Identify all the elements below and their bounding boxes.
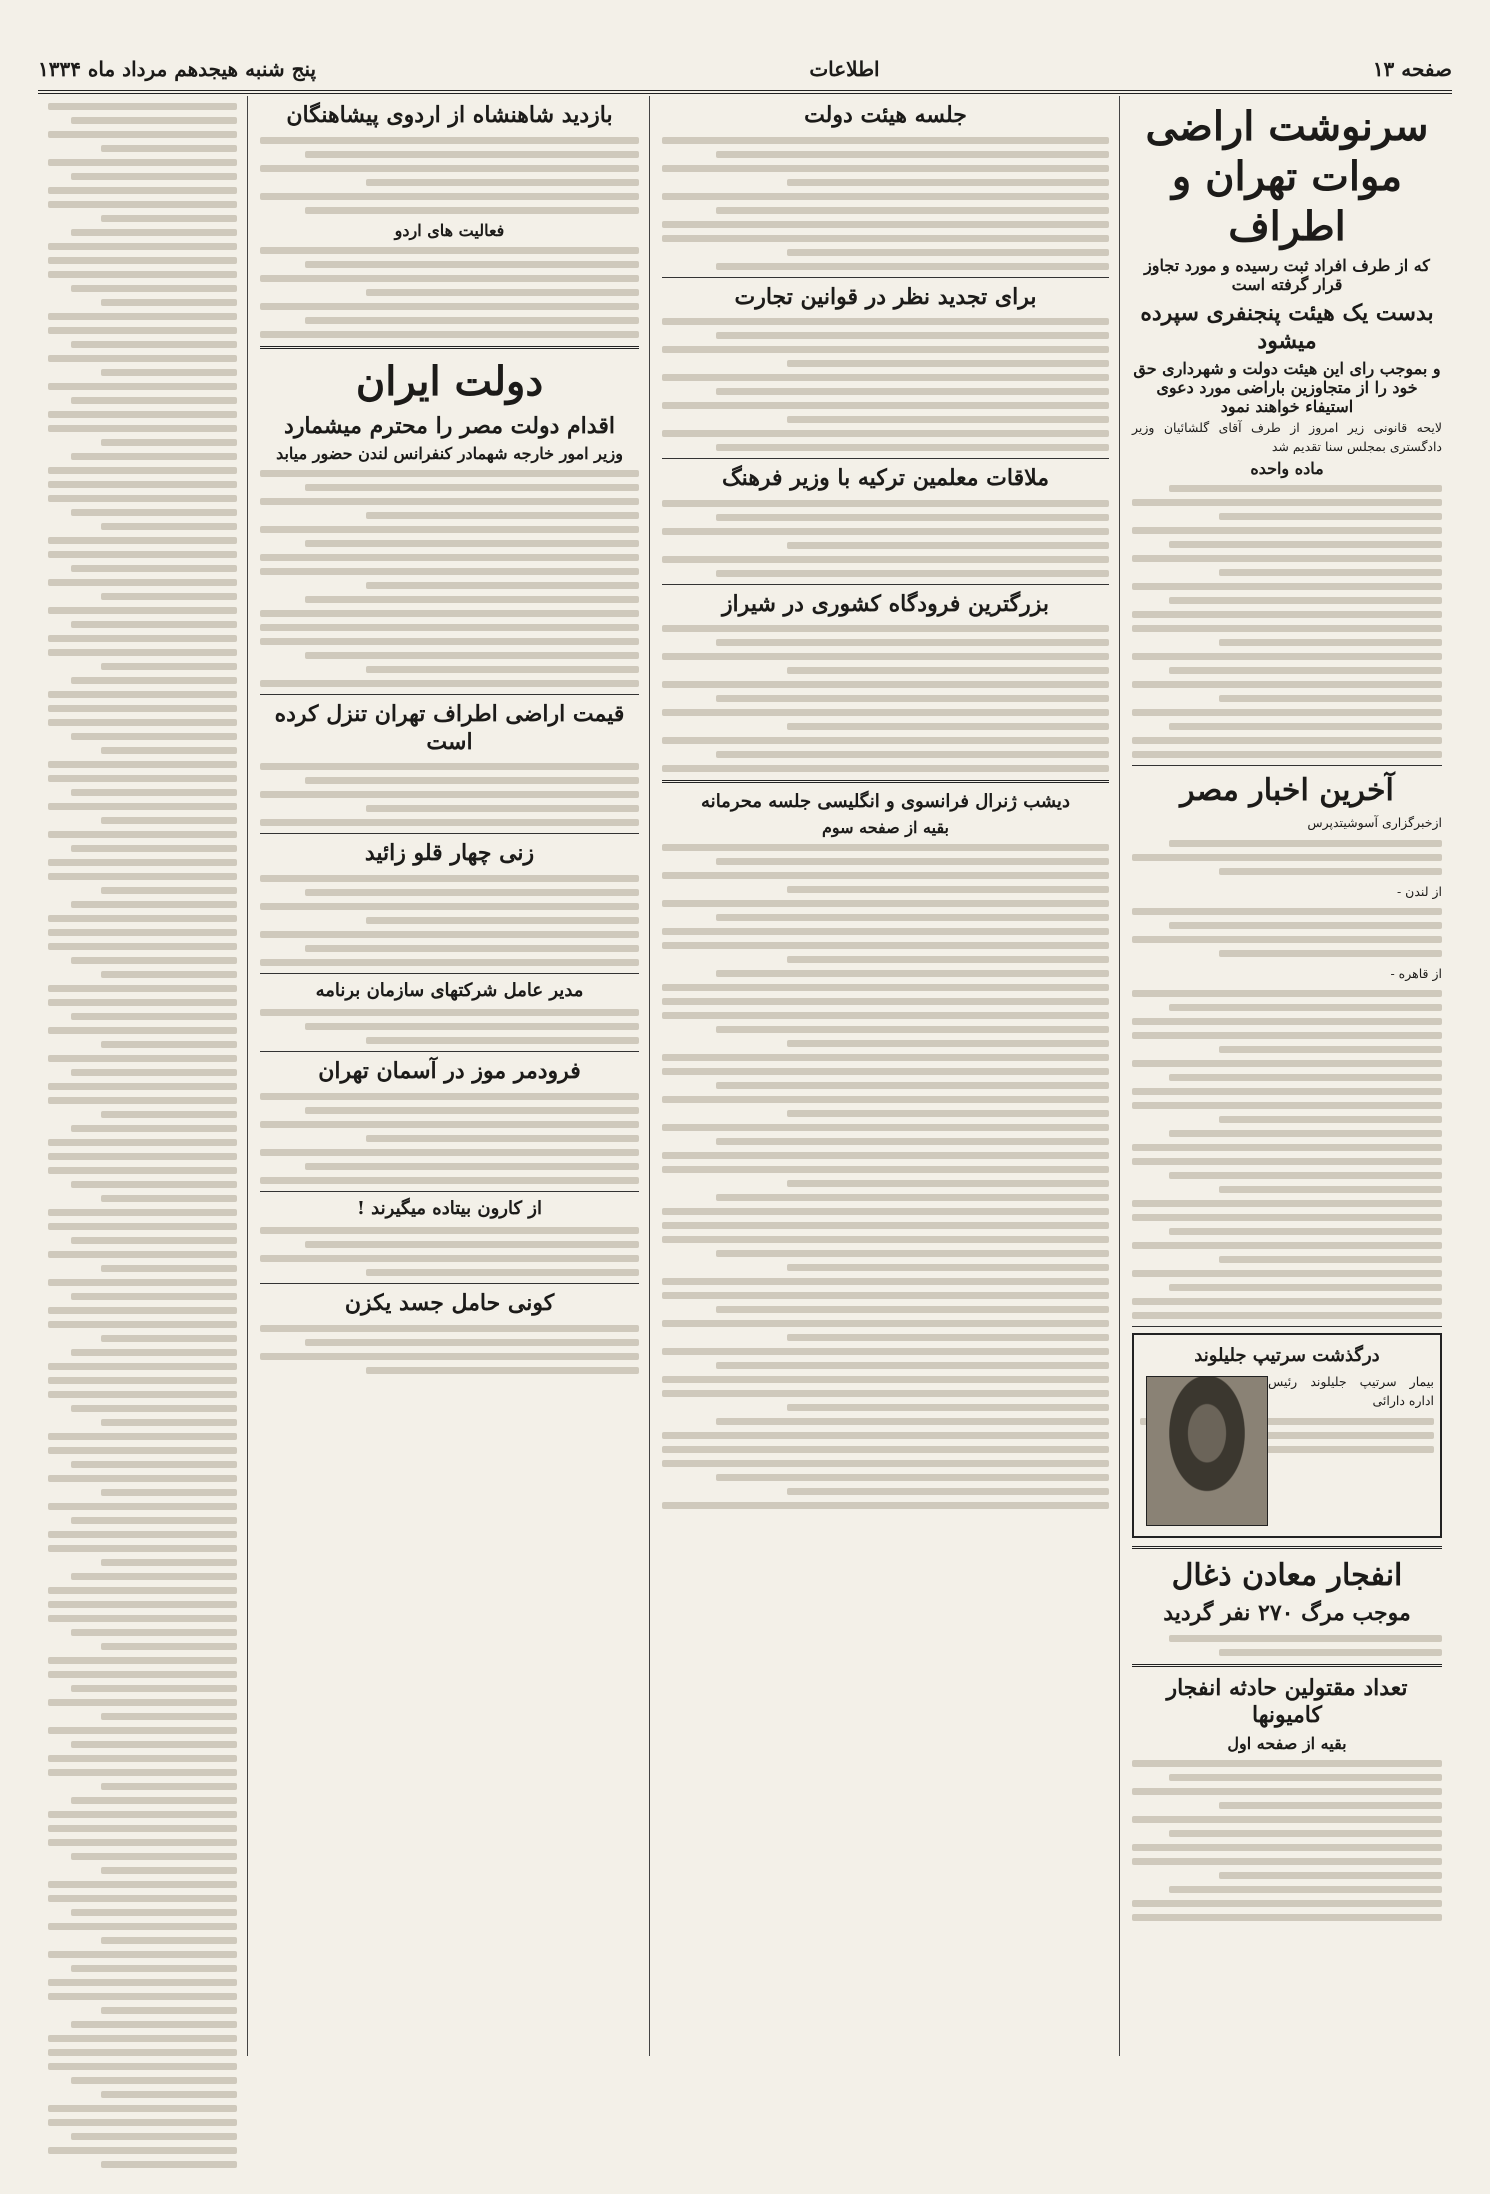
headline-iran-govt: دولت ایران [355, 357, 544, 405]
egypt-cairo: از قاهره - [1390, 966, 1442, 981]
headline-egypt: آخرین اخبار مصر [1180, 772, 1394, 808]
column-3 [250, 96, 650, 2056]
headline-turkey-teachers: ملاقات معلمین ترکیه با وزیر فرهنگ [721, 465, 1049, 491]
column-4 [38, 96, 248, 2192]
masthead [38, 48, 1452, 94]
page-number: صفحه ۱۳ [1372, 57, 1452, 81]
headline-trucks: تعداد مقتولین حادثه انفجار کامیونها [1166, 1674, 1408, 1729]
headline-mavat: سرنوشت اراضی موات تهران و اطراف [1145, 103, 1429, 250]
column-1 [1122, 96, 1452, 2056]
subhead-mavat-3: و بموجب رای این هیئت دولت و شهرداری حق خود را از متجاوزین باراضی مورد دعوی استیفاء خواهند نمود [1133, 359, 1441, 416]
headline-tehran-sky: فرودمر موز در آسمان تهران [318, 1058, 581, 1084]
trucks-continued: بقیه از صفحه اول [1227, 1733, 1347, 1753]
issue-date: پنج شنبه هیجدهم مرداد ماه ۱۳۳۴ [38, 57, 317, 81]
portrait-photo [1146, 1376, 1268, 1526]
headline-quadruplets: زنی چهار قلو زائید [364, 840, 535, 866]
newspaper-name: اطلاعات [809, 57, 880, 81]
jalilvand-text: بیمار سرتیپ جلیلوند رئیس اداره دارائی [1268, 1373, 1434, 1409]
egypt-london: از لندن - [1396, 883, 1442, 899]
headline-generals: دیشب ژنرال فرانسوی و انگلیسی جلسه محرمانه [701, 791, 1070, 812]
subhead-mavat-2: بدست یک هیئت پنجنفری سپرده میشود [1140, 300, 1434, 354]
subhead-iran-govt-2: وزیر امور خارجه شهمادر کنفرانس لندن حضور میابد [276, 444, 623, 463]
scouts-activities: فعالیت های اردو [394, 220, 505, 240]
headline-cabinet: جلسه هیئت دولت [804, 102, 967, 128]
generals-continued: بقیه از صفحه سوم [822, 817, 949, 837]
headline-karun: از کارون بیتاده میگیرند ! [357, 1197, 542, 1219]
headline-coal: انفجار معادن ذغال [1171, 1557, 1403, 1593]
headline-sack: کونی حامل جسد یکزن [344, 1290, 555, 1316]
headline-shiraz-airport: بزرگترین فرودگاه کشوری در شیراز [721, 590, 1050, 617]
subhead-coal: موجب مرگ ۲۷۰ نفر گردید [1163, 1600, 1411, 1627]
column-2 [652, 96, 1120, 2056]
headline-scouts: بازدید شاهنشاه از اردوی پیشاهنگان [286, 102, 613, 128]
subhead-iran-govt-1: اقدام دولت مصر را محترم میشمارد [284, 412, 615, 439]
mavat-madde: ماده واحده [1250, 458, 1324, 478]
obituary-box [1132, 1333, 1442, 1538]
headline-jalilvand: درگذشت سرتیپ جلیلوند [1194, 1345, 1380, 1367]
egypt-source: ازخبرگزاری آسوشیتدپرس [1307, 815, 1442, 831]
col4-note: متن ستون [183, 2177, 237, 2192]
headline-land-prices: قیمت اراضی اطراف تهران تنزل کرده است [274, 701, 625, 755]
subhead-mavat-1: که از طرف افراد ثبت رسیده و مورد تجاوز قرار گرفته است [1144, 256, 1430, 294]
headline-plan-org: مدیر عامل شرکتهای سازمان برنامه [315, 979, 584, 1001]
mavat-intro: لایحه قانونی زیر امروز از طرف آقای گلشائیان وزیر دادگستری بمجلس سنا تقدیم شد [1132, 420, 1442, 455]
headline-trade-law: برای تجدید نظر در قوانین تجارت [734, 283, 1037, 310]
